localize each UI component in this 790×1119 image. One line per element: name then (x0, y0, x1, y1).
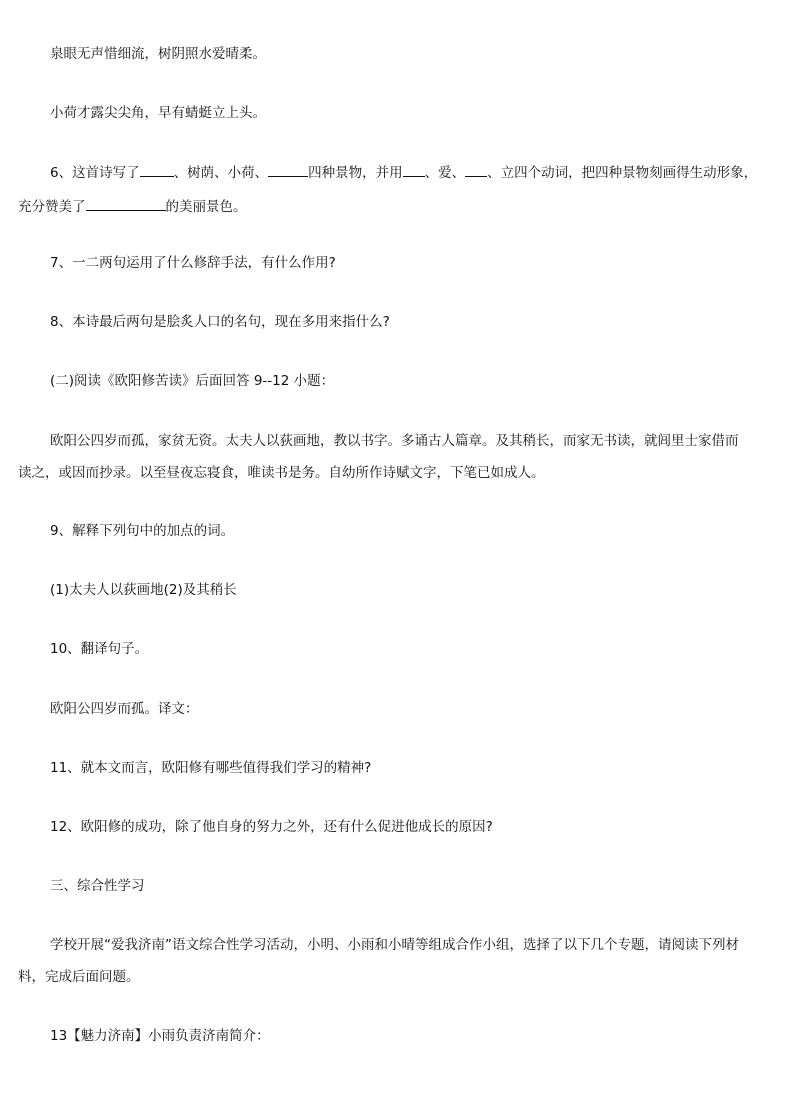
intro-line-1: 学校开展“爱我济南”语文综合性学习活动，小明、小雨和小晴等组成合作小组，选择了以下几个专题，请阅读下列材 (50, 937, 739, 953)
poem-line-4: 小荷才露尖尖角，早有蜻蜓立上头。 (50, 105, 266, 121)
answer-blank (465, 162, 487, 177)
q6-text: 、爱、 (424, 165, 466, 181)
q6-text: 的美丽景色。 (165, 199, 247, 215)
question-12: 12、欧阳修的成功，除了他自身的努力之外，还有什么促进他成长的原因? (50, 819, 493, 835)
section-3-heading: 三、综合性学习 (50, 878, 145, 894)
poem-line-3: 泉眼无声惜细流，树阴照水爱晴柔。 (50, 46, 266, 62)
question-6-line-2 (18, 196, 247, 217)
question-6-line-1 (50, 162, 757, 183)
q6-text: 、树荫、小荷、 (173, 165, 269, 181)
question-10-sentence: 欧阳公四岁而孤。译文： (50, 701, 199, 717)
answer-blank (86, 196, 166, 211)
answer-blank (140, 162, 174, 177)
question-9: 9、解释下列句中的加点的词。 (50, 523, 235, 539)
answer-blank (268, 162, 308, 177)
question-9-items: (1)太夫人以荻画地(2)及其稍长 (50, 582, 237, 598)
intro-line-2: 料，完成后面问题。 (18, 969, 140, 985)
q6-text: 6、这首诗写了 (50, 165, 140, 181)
question-13: 13【魅力济南】小雨负责济南简介： (50, 1028, 270, 1044)
passage-line-2: 读之，或因而抄录。以至昼夜忘寝食，唯读书是务。自幼所作诗赋文字，下笔已如成人。 (18, 465, 545, 481)
question-10: 10、翻译句子。 (50, 641, 149, 657)
q6-text: 充分赞美了 (18, 199, 86, 215)
answer-blank (403, 162, 425, 177)
section-2-heading: (二)阅读《欧阳修苦读》后面回答 9--12 小题： (50, 373, 335, 389)
passage-line-1: 欧阳公四岁而孤，家贫无资。太夫人以荻画地，教以书字。多诵古人篇章。及其稍长，而家无书读，就闾里士家借而 (50, 433, 739, 449)
question-8: 8、本诗最后两句是脍炙人口的名句，现在多用来指什么? (50, 314, 390, 330)
question-7: 7、一二两句运用了什么修辞手法，有什么作用? (50, 255, 336, 271)
question-11: 11、就本文而言，欧阳修有哪些值得我们学习的精神? (50, 760, 372, 776)
q6-text: 四种景物，并用 (308, 165, 403, 181)
q6-text: 、立四个动词，把四种景物刻画得生动形象， (487, 165, 758, 181)
